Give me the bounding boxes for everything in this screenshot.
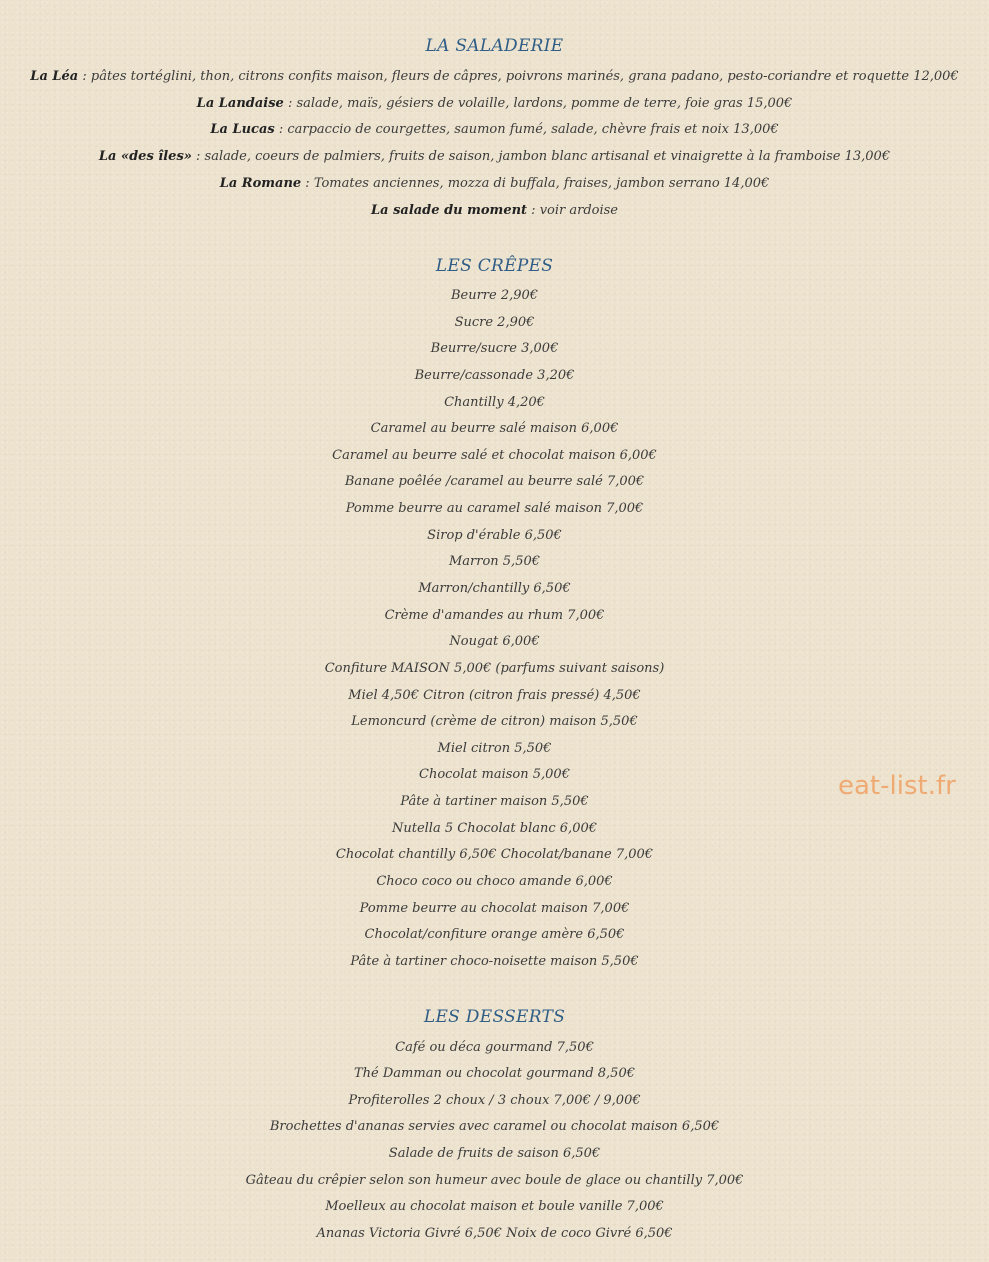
salad-name: La «des îles» [98, 149, 192, 164]
salad-name: La Lucas [210, 122, 275, 137]
dessert-item: Brochettes d'ananas servies avec caramel ou chocolat maison 6,50€ [269, 1119, 720, 1134]
crepe-item: Choco coco ou choco amande 6,00€ [376, 874, 613, 889]
salad-desc: : pâtes tortéglini, thon, citrons confits maison, fleurs de câpres, poivrons marinés, grana padano, pesto-coriandre et roquette 12,00€ [78, 69, 959, 84]
crepe-item: Lemoncurd (crème de citron) maison 5,50€ [351, 714, 638, 729]
salad-item [0, 121, 989, 139]
crepe-item: Beurre/cassonade 3,20€ [414, 368, 575, 383]
crepe-item: Chocolat/confiture orange amère 6,50€ [364, 927, 625, 942]
dessert-item: Gâteau du crêpier selon son humeur avec boule de glace ou chantilly 7,00€ [245, 1173, 744, 1188]
crepe-item: Miel 4,50€ Citron (citron frais pressé) 4,50€ [348, 688, 641, 703]
dessert-item: Salade de fruits de saison 6,50€ [388, 1146, 601, 1161]
crepe-item: Chocolat maison 5,00€ [419, 767, 570, 782]
salad-item [0, 202, 989, 220]
dessert-item: Profiterolles 2 choux / 3 choux 7,00€ / 9,00€ [348, 1093, 641, 1108]
salad-item [0, 95, 989, 113]
salad-desc: : salade, maïs, gésiers de volaille, lardons, pomme de terre, foie gras 15,00€ [283, 96, 793, 111]
crepe-item: Confiture MAISON 5,00€ (parfums suivant saisons) [324, 661, 665, 676]
crepe-item: Beurre 2,90€ [450, 288, 539, 303]
salad-item [0, 148, 989, 166]
desserts-title: LES DESSERTS [423, 1007, 566, 1027]
crepe-item: Banane poêlée /caramel au beurre salé 7,00€ [344, 474, 645, 489]
salad-item [0, 175, 989, 193]
crepe-item: Caramel au beurre salé et chocolat maison 6,00€ [332, 448, 657, 463]
salad-item [0, 68, 989, 86]
saladerie-title: LA SALADERIE [425, 36, 564, 56]
crepe-item: Marron/chantilly 6,50€ [418, 581, 571, 596]
crepe-item: Pomme beurre au caramel salé maison 7,00€ [345, 501, 644, 516]
crepe-item: Pâte à tartiner choco-noisette maison 5,50€ [350, 954, 639, 969]
salad-name: La Léa [30, 69, 79, 84]
crepes-title: LES CRÊPES [435, 256, 554, 276]
salad-name: La Landaise [196, 96, 284, 111]
watermark-logo: eat-list.fr [838, 771, 956, 801]
crepe-item: Sucre 2,90€ [454, 315, 535, 330]
crepe-item: Nougat 6,00€ [449, 634, 540, 649]
salad-desc: : salade, coeurs de palmiers, fruits de saison, jambon blanc artisanal et vinaigrette à la framboise 13,00€ [191, 149, 891, 164]
crepe-item: Crème d'amandes au rhum 7,00€ [384, 608, 605, 623]
crepe-item: Chocolat chantilly 6,50€ Chocolat/banane 7,00€ [335, 847, 654, 862]
crepe-item: Sirop d'érable 6,50€ [427, 528, 562, 543]
crepe-item: Nutella 5 Chocolat blanc 6,00€ [391, 821, 598, 836]
crepe-item: Marron 5,50€ [448, 554, 541, 569]
crepe-item: Caramel au beurre salé maison 6,00€ [370, 421, 619, 436]
dessert-item: Thé Damman ou chocolat gourmand 8,50€ [354, 1066, 635, 1081]
salad-name: La salade du moment [370, 203, 528, 218]
crepe-item: Chantilly 4,20€ [444, 395, 545, 410]
crepe-item: Miel citron 5,50€ [437, 741, 552, 756]
crepe-item: Beurre/sucre 3,00€ [430, 341, 559, 356]
salad-desc: : carpaccio de courgettes, saumon fumé, salade, chèvre frais et noix 13,00€ [274, 122, 779, 137]
crepe-item: Pomme beurre au chocolat maison 7,00€ [359, 901, 630, 916]
dessert-item: Café ou déca gourmand 7,50€ [395, 1040, 594, 1055]
salad-name: La Romane [219, 176, 302, 191]
salad-desc: : Tomates anciennes, mozza di buffala, fraises, jambon serrano 14,00€ [301, 176, 770, 191]
crepe-item: Pâte à tartiner maison 5,50€ [400, 794, 589, 809]
dessert-item: Ananas Victoria Givré 6,50€ Noix de coco Givré 6,50€ [316, 1226, 673, 1241]
dessert-item: Moelleux au chocolat maison et boule vanille 7,00€ [325, 1199, 664, 1214]
salad-desc: : voir ardoise [527, 203, 619, 218]
